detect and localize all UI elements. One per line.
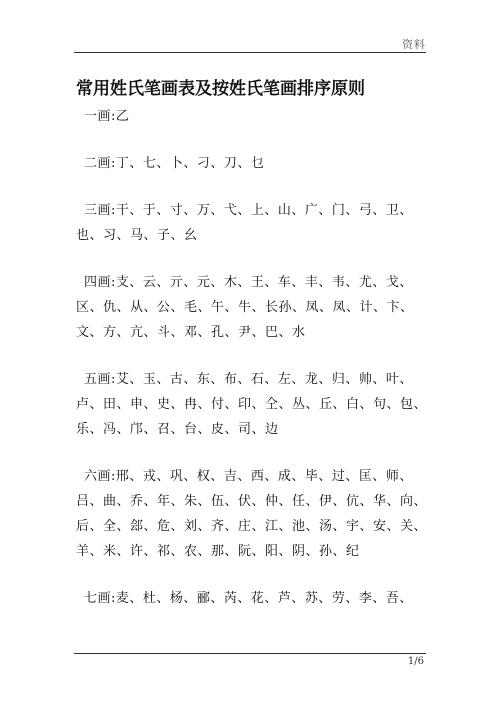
stroke-group-6	[76, 464, 426, 564]
stroke-line: 六画:邢、戎、巩、权、吉、西、成、毕、过、匡、师、	[84, 469, 413, 484]
stroke-line: 乐、冯、邝、召、台、皮、司、边	[76, 422, 279, 437]
stroke-list	[76, 104, 426, 633]
stroke-line: 五画:艾、玉、古、东、布、石、左、龙、归、帅、叶、	[84, 372, 413, 387]
stroke-line: 后、全、郐、危、刘、齐、庄、江、池、汤、宇、安、关、	[76, 519, 428, 534]
stroke-line: 二画:丁、七、卜、刁、刀、乜	[84, 156, 265, 171]
stroke-group-4	[76, 270, 426, 345]
stroke-line: 区、仇、从、公、毛、午、牛、长孙、凤、凤、计、卞、	[76, 300, 414, 315]
stroke-line: 卢、田、申、史、冉、付、印、仝、丛、丘、白、句、包、	[76, 397, 428, 412]
stroke-line: 吕、曲、乔、年、朱、伍、伏、仲、任、伊、伉、华、向、	[76, 494, 428, 509]
stroke-group-5	[76, 367, 426, 442]
stroke-line: 七画:麦、杜、杨、郦、芮、花、芦、苏、劳、李、吾、	[84, 591, 413, 606]
stroke-group-2	[76, 151, 426, 176]
stroke-line: 一画:乙	[84, 109, 130, 124]
header-divider	[74, 52, 426, 53]
document-title: 常用姓氏笔画表及按姓氏笔画排序原则	[76, 79, 365, 99]
stroke-line: 也、习、马、子、幺	[76, 228, 198, 243]
stroke-line: 文、方、亢、斗、邓、孔、尹、巴、水	[76, 325, 306, 340]
stroke-group-7	[76, 586, 426, 611]
header-label: 资料	[402, 38, 426, 51]
stroke-group-3	[76, 198, 426, 248]
footer-divider	[74, 653, 426, 654]
page-number: 1/6	[407, 656, 424, 667]
stroke-group-1	[76, 104, 426, 129]
stroke-line: 三画:干、于、寸、万、弋、上、山、广、门、弓、卫、	[84, 203, 413, 218]
stroke-line: 羊、米、许、祁、农、那、阮、阳、阴、孙、纪	[76, 544, 360, 559]
stroke-line: 四画:支、云、亓、元、木、王、车、丰、韦、尤、戈、	[84, 275, 413, 290]
